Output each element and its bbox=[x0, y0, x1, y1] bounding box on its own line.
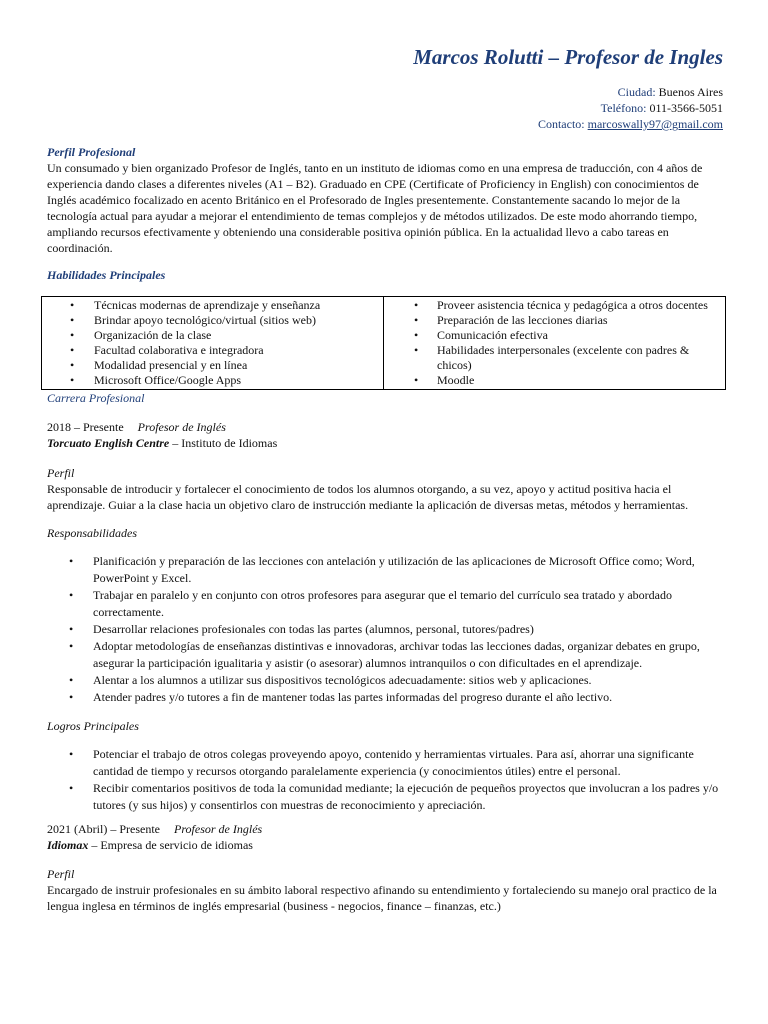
city-line bbox=[47, 84, 723, 100]
skill-item: • Facultad colaborativa e integradora bbox=[42, 343, 383, 358]
job2-dates: 2021 (Abril) – Presente bbox=[47, 822, 160, 836]
job1-resp-heading: Responsabilidades bbox=[47, 526, 137, 540]
job1-company: Torcuato English Centre bbox=[47, 436, 170, 450]
job2-profile-text: Encargado de instruir profesionales en su ámbito laboral respectivo afinando su entendimiento y fortaleciendo su manejo oral practico de la lengua inglesa en términos de inglés empresarial (business - negocios, finance – finanzas, etc.) bbox=[47, 883, 717, 913]
job2-header bbox=[47, 821, 723, 837]
contact-label: Contacto: bbox=[537, 117, 585, 131]
skills-heading: Habilidades Principales bbox=[47, 268, 166, 282]
list-item: • Recibir comentarios positivos de toda la comunidad mediante; la ejecución de pequeños proyectos que involucran a los padres y/o tutores (y sus hijos) y consentirlos con muestras de reconocimiento y apreciación. bbox=[47, 780, 723, 814]
skill-item: • Preparación de las lecciones diarias bbox=[384, 313, 725, 328]
page-title: Marcos Rolutti – Profesor de Ingles bbox=[413, 45, 723, 69]
job1-company-line bbox=[47, 435, 723, 451]
career-section bbox=[47, 390, 723, 914]
profile-heading: Perfil Profesional bbox=[47, 145, 136, 159]
job1-company-desc: – Instituto de Idiomas bbox=[169, 436, 278, 450]
skills-table bbox=[41, 296, 726, 390]
skills-right-column bbox=[383, 297, 725, 389]
job1-header bbox=[47, 419, 723, 435]
phone-line bbox=[47, 100, 723, 116]
job1-profile-text: Responsable de introducir y fortalecer el conocimiento de todos los alumnos otorgando, a su vez, apoyo y actitud positiva hacia el aprendizaje. Guiar a la clase hacia un objetivo claro de instrucción mediante la aplicación de diversas metas, métodos y herramientas. bbox=[47, 482, 689, 512]
job1-achievements bbox=[47, 746, 723, 814]
list-item: • Desarrollar relaciones profesionales con todas las partes (alumnos, personal, tutores/padres) bbox=[47, 621, 723, 638]
phone-label: Teléfono: bbox=[600, 101, 647, 115]
phone-value: 011-3566-5051 bbox=[649, 101, 723, 115]
skill-item: • Brindar apoyo tecnológico/virtual (sitios web) bbox=[42, 313, 383, 328]
skill-item: • Microsoft Office/Google Apps bbox=[42, 373, 383, 388]
skill-item: • Comunicación efectiva bbox=[384, 328, 725, 343]
job2-company: Idiomax bbox=[47, 838, 89, 852]
resume-page bbox=[47, 0, 723, 914]
list-item: • Atender padres y/o tutores a fin de mantener todas las partes informadas del progreso durante el año lectivo. bbox=[47, 689, 723, 706]
job2-company-desc: – Empresa de servicio de idiomas bbox=[88, 838, 253, 852]
job1-ach-heading: Logros Principales bbox=[47, 719, 139, 733]
email-link[interactable]: marcoswally97@gmail.com bbox=[587, 117, 723, 131]
city-label: Ciudad: bbox=[617, 85, 656, 99]
list-item: • Planificación y preparación de las lecciones con antelación y utilización de las aplicaciones de Microsoft Office como; Word, PowerPoint y Excel. bbox=[47, 553, 723, 587]
contact-block bbox=[47, 84, 723, 132]
list-item: • Alentar a los alumnos a utilizar sus dispositivos tecnológicos adecuadamente: sitios web y aplicaciones. bbox=[47, 672, 723, 689]
list-item: • Trabajar en paralelo y en conjunto con otros profesores para asegurar que el temario del currículo sea tratado y abordado correctamente. bbox=[47, 587, 723, 621]
list-item: • Adoptar metodologías de enseñanzas distintivas e innovadoras, archivar todas las lecciones dadas, organizar debates en grupo, asegurar la participación igualitaria y asistir (o asesorar) alumnos intranquilos o con dificultades en el aprendizaje. bbox=[47, 638, 723, 672]
skills-left-column bbox=[42, 297, 383, 389]
skill-item: • Proveer asistencia técnica y pedagógica a otros docentes bbox=[384, 298, 725, 313]
skill-item: • Moodle bbox=[384, 373, 725, 388]
city-value: Buenos Aires bbox=[658, 85, 723, 99]
email-line bbox=[47, 116, 723, 132]
skill-item: • Organización de la clase bbox=[42, 328, 383, 343]
career-heading: Carrera Profesional bbox=[47, 391, 145, 405]
skill-item: • Habilidades interpersonales (excelente con padres & chicos) bbox=[384, 343, 725, 373]
job2-company-line bbox=[47, 837, 723, 853]
job1-profile-heading: Perfil bbox=[47, 466, 75, 480]
job2-role: Profesor de Inglés bbox=[173, 822, 263, 836]
skill-item: • Modalidad presencial y en línea bbox=[42, 358, 383, 373]
job1-dates: 2018 – Presente bbox=[47, 420, 124, 434]
skill-item: • Técnicas modernas de aprendizaje y enseñanza bbox=[42, 298, 383, 313]
profile-text: Un consumado y bien organizado Profesor de Inglés, tanto en un instituto de idiomas como en una empresa de traducción, con 4 años de experiencia dando clases a diferentes niveles (A1 – B2). Graduado en CPE (Certificate of Proficiency in English) con conocimientos de Inglés académico focalizado en acento Británico en el Profesorado de Ingles presentemente. Constantemente sacando lo mejor de la tecnología actual para ayudar a mejorar el entendimiento de temas complejos y de métodos utilizados. De este modo ahorrando tiempo, ampliando recursos efectivamente y obteniendo una considerable positiva opinión pública. En la actualidad llevo a cabo tareas en coordinación. bbox=[47, 161, 703, 255]
job1-role: Profesor de Inglés bbox=[137, 420, 226, 434]
job1-responsibilities bbox=[47, 553, 723, 706]
list-item: • Potenciar el trabajo de otros colegas proveyendo apoyo, contenido y herramientas virtuales. Para así, ahorrar una significante cantidad de tiempo y recursos otorgando paralelamente experiencia (y conocimientos útiles) entre el personal. bbox=[47, 746, 723, 780]
job2-profile-heading: Perfil bbox=[47, 867, 75, 881]
